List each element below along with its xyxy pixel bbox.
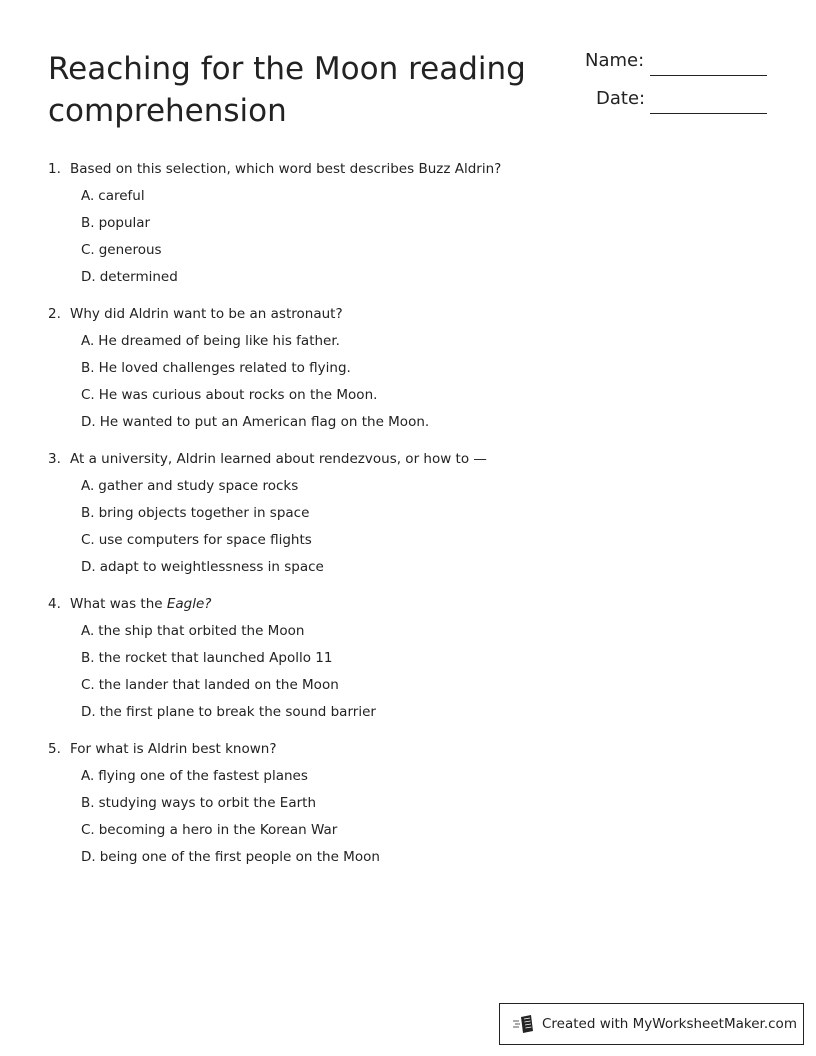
- choice-text: He was curious about rocks on the Moon.: [98, 387, 378, 403]
- answer-choice[interactable]: [48, 649, 748, 667]
- choice-text: adapt to weightlessness in space: [99, 559, 324, 575]
- question-1: [48, 160, 748, 286]
- answer-choice[interactable]: [48, 187, 748, 205]
- footer-credit-text: Created with MyWorksheetMaker.com: [542, 1016, 797, 1032]
- choice-text: use computers for space flights: [98, 532, 312, 548]
- question-stem: [48, 740, 748, 758]
- answer-choice[interactable]: [48, 531, 748, 549]
- choice-letter: A.: [81, 333, 95, 349]
- answer-choice[interactable]: [48, 767, 748, 785]
- choice-letter: A.: [81, 188, 95, 204]
- name-blank-line[interactable]: [650, 75, 767, 76]
- choice-text: the lander that landed on the Moon: [98, 677, 339, 693]
- choice-letter: A.: [81, 623, 95, 639]
- question-stem: [48, 305, 748, 323]
- answer-choice[interactable]: [48, 558, 748, 576]
- choice-text: the ship that orbited the Moon: [98, 623, 305, 639]
- answer-choice[interactable]: [48, 504, 748, 522]
- choice-letter: D.: [81, 414, 96, 430]
- choice-letter: C.: [81, 677, 95, 693]
- choice-text: popular: [98, 215, 151, 231]
- choice-letter: A.: [81, 768, 95, 784]
- name-label: Name:: [585, 50, 645, 71]
- choice-letter: D.: [81, 849, 96, 865]
- choice-letter: B.: [81, 795, 95, 811]
- choice-text: flying one of the fastest planes: [98, 768, 308, 784]
- choice-letter: C.: [81, 387, 95, 403]
- choice-text: generous: [98, 242, 162, 258]
- question-number: 5.: [48, 741, 61, 757]
- question-text: For what is Aldrin best known?: [70, 741, 277, 757]
- date-label: Date:: [596, 88, 646, 109]
- question-number: 1.: [48, 161, 61, 177]
- question-text-italic: Eagle?: [166, 596, 212, 612]
- answer-choice[interactable]: [48, 268, 748, 286]
- answer-choice[interactable]: [48, 386, 748, 404]
- answer-choice[interactable]: [48, 241, 748, 259]
- choice-letter: D.: [81, 269, 96, 285]
- choice-letter: C.: [81, 532, 95, 548]
- answer-choice[interactable]: [48, 848, 748, 866]
- choice-text: determined: [99, 269, 178, 285]
- name-row: [560, 50, 780, 80]
- choice-text: studying ways to orbit the Earth: [98, 795, 317, 811]
- choice-text: becoming a hero in the Korean War: [98, 822, 338, 838]
- choice-letter: C.: [81, 822, 95, 838]
- choice-letter: B.: [81, 650, 95, 666]
- choice-letter: B.: [81, 505, 95, 521]
- question-text: Why did Aldrin want to be an astronaut?: [70, 306, 343, 322]
- question-number: 3.: [48, 451, 61, 467]
- question-stem: [48, 450, 748, 468]
- choice-text: bring objects together in space: [98, 505, 310, 521]
- answer-choice[interactable]: [48, 703, 748, 721]
- choice-text: He dreamed of being like his father.: [98, 333, 340, 349]
- answer-choice[interactable]: [48, 821, 748, 839]
- question-stem: [48, 595, 748, 613]
- choice-text: the rocket that launched Apollo 11: [98, 650, 333, 666]
- page-title: Reaching for the Moon reading comprehension: [48, 51, 526, 129]
- choice-letter: B.: [81, 360, 95, 376]
- question-2: [48, 305, 748, 431]
- choice-text: the first plane to break the sound barrier: [99, 704, 376, 720]
- question-text: [70, 595, 211, 613]
- question-text-prefix: What was the: [70, 596, 167, 612]
- question-5: [48, 740, 748, 866]
- answer-choice[interactable]: [48, 214, 748, 232]
- question-text: At a university, Aldrin learned about rendezvous, or how to —: [70, 451, 487, 467]
- choice-text: He wanted to put an American flag on the Moon.: [99, 414, 430, 430]
- date-row: [560, 88, 780, 118]
- choice-letter: D.: [81, 559, 96, 575]
- choice-text: He loved challenges related to flying.: [98, 360, 351, 376]
- footer-credit-box[interactable]: [499, 1003, 804, 1045]
- question-text: Based on this selection, which word best describes Buzz Aldrin?: [70, 161, 502, 177]
- choice-text: careful: [98, 188, 145, 204]
- question-3: [48, 450, 748, 576]
- question-number: 4.: [48, 596, 61, 612]
- choice-letter: D.: [81, 704, 96, 720]
- question-stem: [48, 160, 748, 178]
- choice-letter: C.: [81, 242, 95, 258]
- worksheet-logo-icon: [512, 1014, 536, 1034]
- date-blank-line[interactable]: [650, 113, 767, 114]
- question-number: 2.: [48, 306, 61, 322]
- answer-choice[interactable]: [48, 332, 748, 350]
- choice-text: gather and study space rocks: [98, 478, 299, 494]
- answer-choice[interactable]: [48, 622, 748, 640]
- answer-choice[interactable]: [48, 676, 748, 694]
- answer-choice[interactable]: [48, 413, 748, 431]
- question-list: [48, 160, 748, 885]
- question-4: [48, 595, 748, 721]
- answer-choice[interactable]: [48, 477, 748, 495]
- choice-letter: A.: [81, 478, 95, 494]
- choice-letter: B.: [81, 215, 95, 231]
- answer-choice[interactable]: [48, 359, 748, 377]
- choice-text: being one of the first people on the Moon: [99, 849, 380, 865]
- answer-choice[interactable]: [48, 794, 748, 812]
